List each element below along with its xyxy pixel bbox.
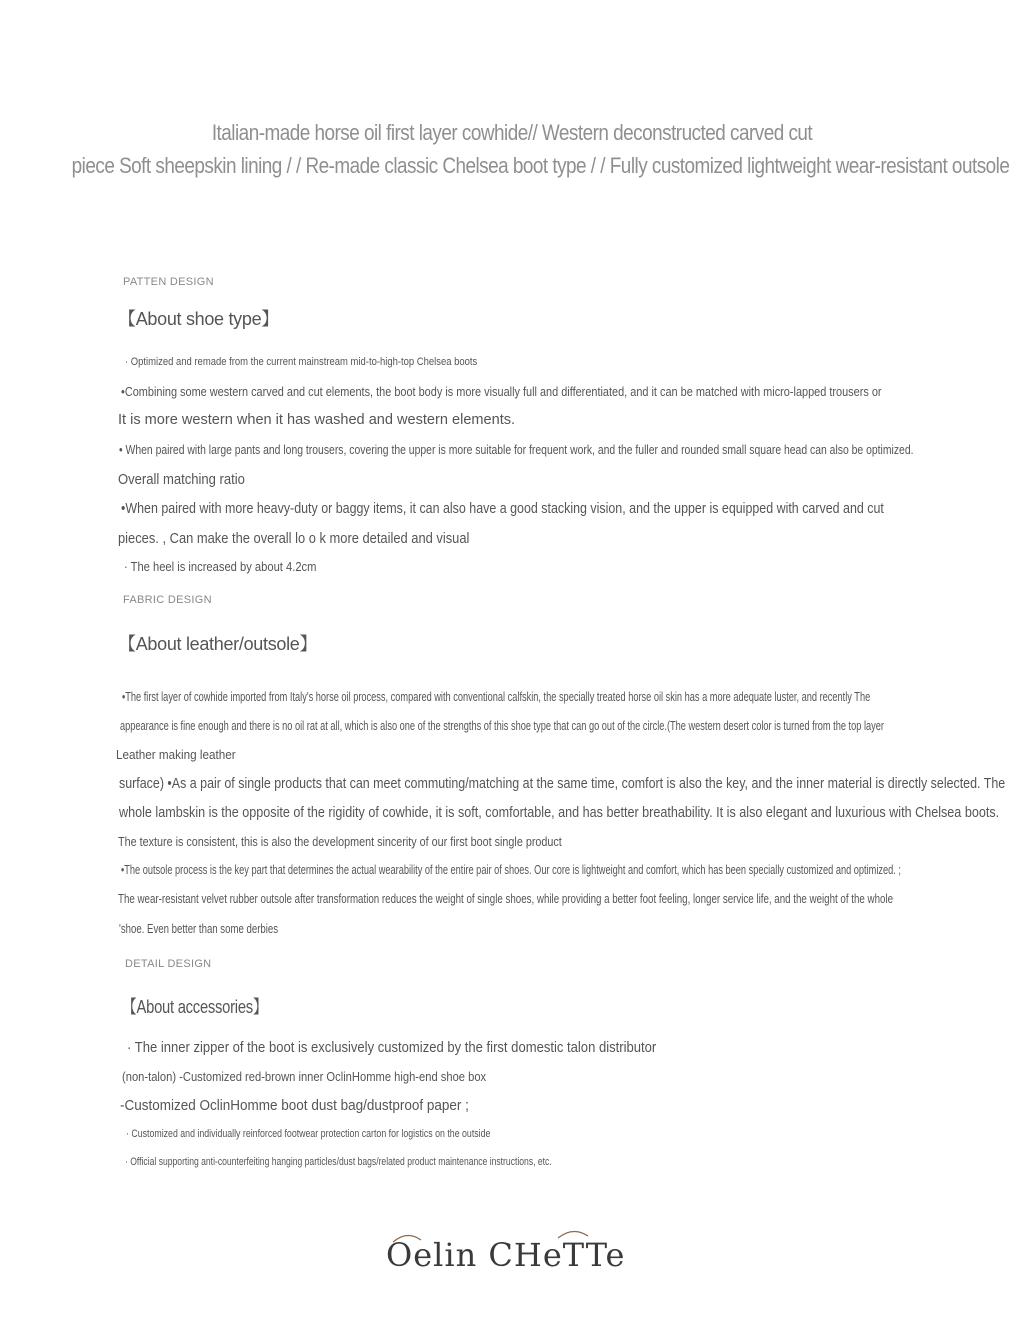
section-label-detail: DETAIL DESIGN [125,958,212,970]
patten-line-3: It is more western when it has washed and western elements. [118,411,516,428]
section-label-fabric: FABRIC DESIGN [123,594,212,606]
fabric-line-8: The wear-resistant velvet rubber outsole after transformation reduces the weight of single shoes, while providing a better foot feeling, longer service life, and the weight of the whole [118,891,894,906]
detail-line-5: · Official supporting anti-counterfeiting hanging particles/dust bags/related product maintenance instructions, etc. [125,1156,552,1168]
section-title-leather-outsole: 【About leather/outsole】 [118,634,318,654]
fabric-line-5: whole lambskin is the opposite of the rigidity of cowhide, it is soft, comfortable, and has better breathability. It is also elegant and luxurious with Chelsea boots. [119,804,1000,821]
header-line-1: Italian-made horse oil first layer cowhide// Western deconstructed carved cut [211,120,813,145]
patten-line-7: pieces. , Can make the overall lo o k more detailed and visual [118,530,470,547]
fabric-line-2: appearance is fine enough and there is no oil rat at all, which is also one of the strengths of this shoe type that can go out of the circle.(The western desert color is turned from the top layer [120,718,884,733]
detail-line-2: (non-talon) -Customized red-brown inner OclinHomme high-end shoe box [122,1069,487,1084]
patten-line-8: · The heel is increased by about 4.2cm [124,559,317,574]
fabric-line-7: •The outsole process is the key part that determines the actual wearability of the entire pair of shoes. Our core is lightweight and comfort, which has been specially customized and optimized. ; [121,862,901,877]
section-title-accessories: 【About accessories】 [122,997,268,1017]
fabric-line-9: 'shoe. Even better than some derbies [119,921,279,936]
patten-line-2: •Combining some western carved and cut elements, the boot body is more visually full and differentiated, and it can be matched with micro-lapped trousers or [121,384,882,399]
detail-line-3: -Customized OclinHomme boot dust bag/dustproof paper ; [120,1097,469,1114]
brand-logo: Oelin CHeTTe [386,1236,626,1274]
header-line-2: piece Soft sheepskin lining / / Re-made classic Chelsea boot type / / Fully customized lightweight wear-resistant outsole [71,153,1010,178]
fabric-line-3: Leather making leather [116,747,236,762]
fabric-line-6: The texture is consistent, this is also the development sincerity of our first boot single product [118,834,562,849]
detail-line-1: · The inner zipper of the boot is exclusively customized by the first domestic talon distributor [127,1039,657,1056]
detail-line-4: · Customized and individually reinforced footwear protection carton for logistics on the outside [126,1128,491,1140]
patten-line-6: •When paired with more heavy-duty or baggy items, it can also have a good stacking vision, and the upper is equipped with carved and cut [121,500,884,517]
patten-line-4: • When paired with large pants and long trousers, covering the upper is more suitable for frequent work, and the fuller and rounded small square head can also be optimized. [119,442,914,457]
fabric-line-1: •The first layer of cowhide imported from Italy's horse oil process, compared with conventional calfskin, the specially treated horse oil skin has a more adequate luster, and recently The [122,689,871,704]
fabric-line-4: surface) •As a pair of single products that can meet commuting/matching at the same time, comfort is also the key, and the inner material is directly selected. The [119,775,1006,792]
section-label-patten: PATTEN DESIGN [123,276,214,288]
section-title-shoe-type: 【About shoe type】 [118,309,279,329]
patten-line-5: Overall matching ratio [118,471,245,488]
patten-line-1: · Optimized and remade from the current mainstream mid-to-high-top Chelsea boots [125,356,478,368]
